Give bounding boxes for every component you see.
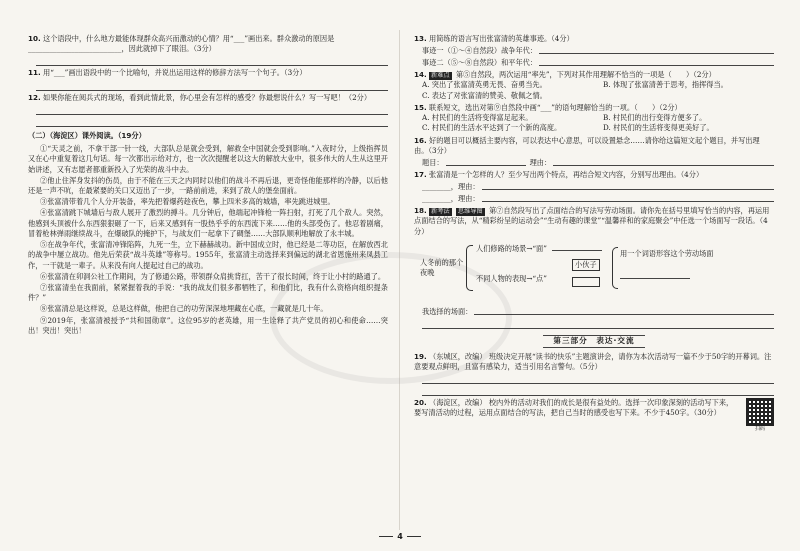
qr-code-icon[interactable]: [746, 398, 774, 426]
diagram-bottom-branch: 不同人物的表现→“点”: [476, 273, 547, 283]
page-fold-divider: [399, 30, 400, 530]
question-number: 17.: [414, 169, 427, 179]
option-d[interactable]: D. 村民们的生活将变得更美好了。: [603, 123, 714, 133]
question-number: 19.: [414, 351, 427, 361]
passage-paragraph: ⑦张富清坐在我面前，紧紧握着我的手说：“我的战友们很多都牺牲了，和他们比，我有什么资格向组织提条件？”: [28, 282, 388, 303]
reason-label: 理由：: [529, 157, 552, 167]
trait-label: ________，理由：: [422, 181, 480, 191]
question-source: （东城区，改编）: [429, 351, 487, 361]
question-11: [28, 68, 388, 90]
answer-line[interactable]: [482, 180, 774, 190]
option-c[interactable]: C. 表达了对张富清的赞美、敬佩之情。: [422, 90, 547, 100]
answer-line[interactable]: [36, 117, 388, 127]
answer-line[interactable]: [36, 105, 388, 115]
part-title: 第三部分 表达·交流: [414, 335, 774, 348]
question-number: 11.: [28, 68, 41, 78]
question-number: 12.: [28, 92, 41, 102]
answer-line[interactable]: [539, 44, 774, 54]
title-label: 题目：: [422, 157, 444, 167]
right-column: [414, 34, 774, 433]
section-title: （二）（海淀区）课外阅读。（19分）: [28, 130, 146, 140]
passage-paragraph: ⑧张富清总是这样说，总是这样做，他把自己的功劳深深地埋藏在心底，一藏就是几十年。: [40, 304, 328, 314]
passage-paragraph: ④张富清跳下城墙后与敌人展开了激烈的搏斗。几分钟后，他端起冲锋枪一阵扫射，打死了几个敌人。突然，他感到头顶被什么东西狠狠砸了一下，后来又感到有一股热乎乎的东西流下来……他的头部受伤了。他忍着剧痛，冒着枪林弹雨继续战斗，在爆破队的掩护下，与战友们一起拿下了碉堡……大部队顺利地解放了永丰城。: [28, 208, 388, 238]
option-c[interactable]: C. 村民们的生活水平达到了一个新的高度。: [422, 123, 562, 133]
blank-box[interactable]: [552, 241, 602, 251]
question-text: 校内外的活动对我们的成长是很有益处的。选择一次印象深刻的活动写下来，要写清活动的过程，运用点面结合的写法，把自己当时的感受也写下来。不少于450字。（30分）: [414, 398, 734, 418]
option-b[interactable]: B. 村民们的出行变得方便多了。: [603, 113, 707, 123]
passage-paragraph: ⑥张富清在卯洞公社工作期间，为了修通公路，带领群众肩挑背扛，苦干了很长时间，终于让小村的路通了。: [40, 271, 386, 281]
answer-line[interactable]: [36, 56, 388, 66]
qr-caption: 扫码: [754, 426, 765, 433]
question-number: 16.: [414, 135, 427, 145]
passage-paragraph: ⑤在战争年代，张富清冲锋陷阵，九死一生，立下赫赫战功。新中国成立时，他已经是二等功臣，在解放西北的战争中屡立战功。他先后荣获“战斗英雄”等称号。1955年，张富清主动选择来到偏远的湖北省恩施州来凤县工作，一干就是一辈子。从来没有向人提起过自己的战功。: [28, 240, 388, 270]
page-number: 4: [0, 531, 800, 542]
question-14: [414, 70, 774, 101]
passage-paragraph: ③张富清带着几个人分开装备，率先把着爆药趁夜色，攀上四米多高的城墙，率先跳进城里。: [40, 197, 335, 207]
reason-answer-line[interactable]: [553, 156, 774, 166]
question-18: [414, 206, 774, 329]
question-text: 第⑤自然段，两次运用“率先”，下列对其作用理解不恰当的一项是（ ）（2分）: [455, 70, 716, 80]
question-number: 18.: [414, 206, 427, 216]
question-number: 14.: [414, 70, 427, 80]
item-label: 事迹一（①～④自然段）战争年代：: [422, 46, 538, 55]
diagram-sub-node-blank[interactable]: [572, 277, 600, 290]
question-12: [28, 93, 388, 127]
question-20: [414, 398, 774, 433]
question-16: [414, 136, 774, 168]
question-number: 13.: [414, 34, 427, 43]
question-text: 第⑦自然段写出了点面结合的写法写劳动场面。请你先在括号里填写恰当的内容，再运用点面结合的写法，从“精彩纷呈的运动会”“生动有趣的课堂”“温馨祥和的家庭聚会”中任选一个场面写一段话。（4分）: [414, 206, 770, 236]
mind-map-tag: 思维导图: [457, 208, 483, 216]
question-13: [414, 34, 774, 68]
passage-paragraph: ②他止住浑身发抖的伤员，由于不能在三天之内同时以他们的战斗不再后退，更奇怪他能那样的冷静，以后他还是一声不吭，在最紧要的关口又迈出了一步，一路前前进，来到了敌人的堡垒面前。: [28, 175, 388, 195]
answer-line[interactable]: [482, 192, 774, 202]
answer-label: 我选择的场面：: [422, 306, 473, 316]
diagram-brace: [466, 245, 473, 291]
question-17: [414, 170, 774, 204]
left-column: [28, 34, 388, 337]
diagram-brace: [612, 247, 618, 289]
question-text: 联系短文，选出对第⑨自然段中画“___”的语句理解恰当的一项。（ ）（2分）: [429, 102, 682, 112]
question-text: 班级决定开展“读书的快乐”主题演讲会，请你为本次活动写一篇不少于50字的开幕词。注意要观点鲜明，且富有感染力，适当引用名言警句。（5分）: [414, 351, 772, 371]
answer-line[interactable]: [422, 386, 774, 396]
option-b[interactable]: B. 体现了张富清善于思考，指挥得当。: [603, 80, 728, 90]
answer-line[interactable]: [36, 81, 388, 91]
answer-line[interactable]: [422, 319, 774, 329]
question-10: [28, 34, 388, 66]
option-a[interactable]: A. 突出了张富清英勇无畏、奋勇当先。: [422, 80, 547, 90]
passage-paragraph: ⑨2019年，张富清被授予“共和国勋章”。这位95岁的老英雄，用一生诠释了共产党员的初心和使命……突出！突出！突出！: [28, 315, 388, 335]
question-text: 用简练的语言写出张富清的英雄事迹。（4分）: [429, 34, 574, 43]
question-source: （海淀区，改编）: [429, 398, 487, 408]
question-15: [414, 103, 774, 134]
option-a[interactable]: A. 村民们的生活将变得富足起来。: [422, 113, 533, 123]
diagram-root: 人冬前的那个夜晚: [420, 257, 464, 278]
options: [422, 113, 774, 133]
answer-line[interactable]: [539, 56, 774, 66]
passage-paragraph: ①“天灵之前，不拿干部一针一线，大部队总是就会受到，解救全中国就会受到影响。”入夜时分，上级指挥员又在心中重复着这几句话。每一次都出示给对方，也一次次提醒老以这大的解放大业中，很多伟大的人生从这里开始讲述，又有志愿者都重新投入了光荣的战斗中去。: [28, 144, 388, 174]
question-text: 好的题目可以概括主要内容，可以表达中心意思，可以设置悬念……请你给这篇短文起个题目，并写出理由。（3分）: [414, 135, 760, 155]
question-text: 用“___”画出语段中的一个比喻句，并说出运用这样的修辞方法写一个句子。（3分）: [43, 68, 307, 78]
diagram-top-branch: 人们修路的场景→“面”: [476, 241, 605, 254]
question-number: 20.: [414, 398, 427, 408]
question-text: 这个语段中，什么地方最能体现群众高兴而激动的心情？用“___”画出来。群众激动的原因是__________________________，因此就掉下了眼泪。（3分）: [28, 34, 335, 54]
trait-label: ________，理由：: [422, 193, 480, 203]
item-label: 事迹二（⑤～⑧自然段）和平年代：: [422, 58, 538, 67]
new-method-tag: 新考法: [431, 208, 450, 216]
mind-map-diagram: [414, 241, 774, 301]
option-d[interactable]: [603, 91, 774, 101]
reading-passage: [28, 144, 388, 336]
question-text: 如果你能在阅兵式的现场，看到此情此景，你心里会有怎样的感受？你最想说什么？写一写吧！（2分）: [43, 92, 372, 102]
options: [422, 80, 774, 100]
diagram-right-blank[interactable]: [620, 269, 690, 282]
question-text: 张富清是一个怎样的人？至少写出两个特点，再结合短文内容，分别写出理由。（4分）: [429, 169, 704, 179]
question-number: 15.: [414, 102, 427, 112]
question-number: 10.: [28, 34, 41, 43]
question-19: [414, 352, 774, 396]
title-answer-line[interactable]: [446, 156, 526, 166]
answer-line[interactable]: [422, 374, 774, 384]
diagram-right-note: 用一个词语形容这个劳动场面: [620, 248, 714, 258]
difficulty-tag: 新难点: [431, 72, 450, 80]
diagram-sub-node: 小伙子: [572, 259, 600, 271]
answer-line[interactable]: [474, 305, 774, 315]
